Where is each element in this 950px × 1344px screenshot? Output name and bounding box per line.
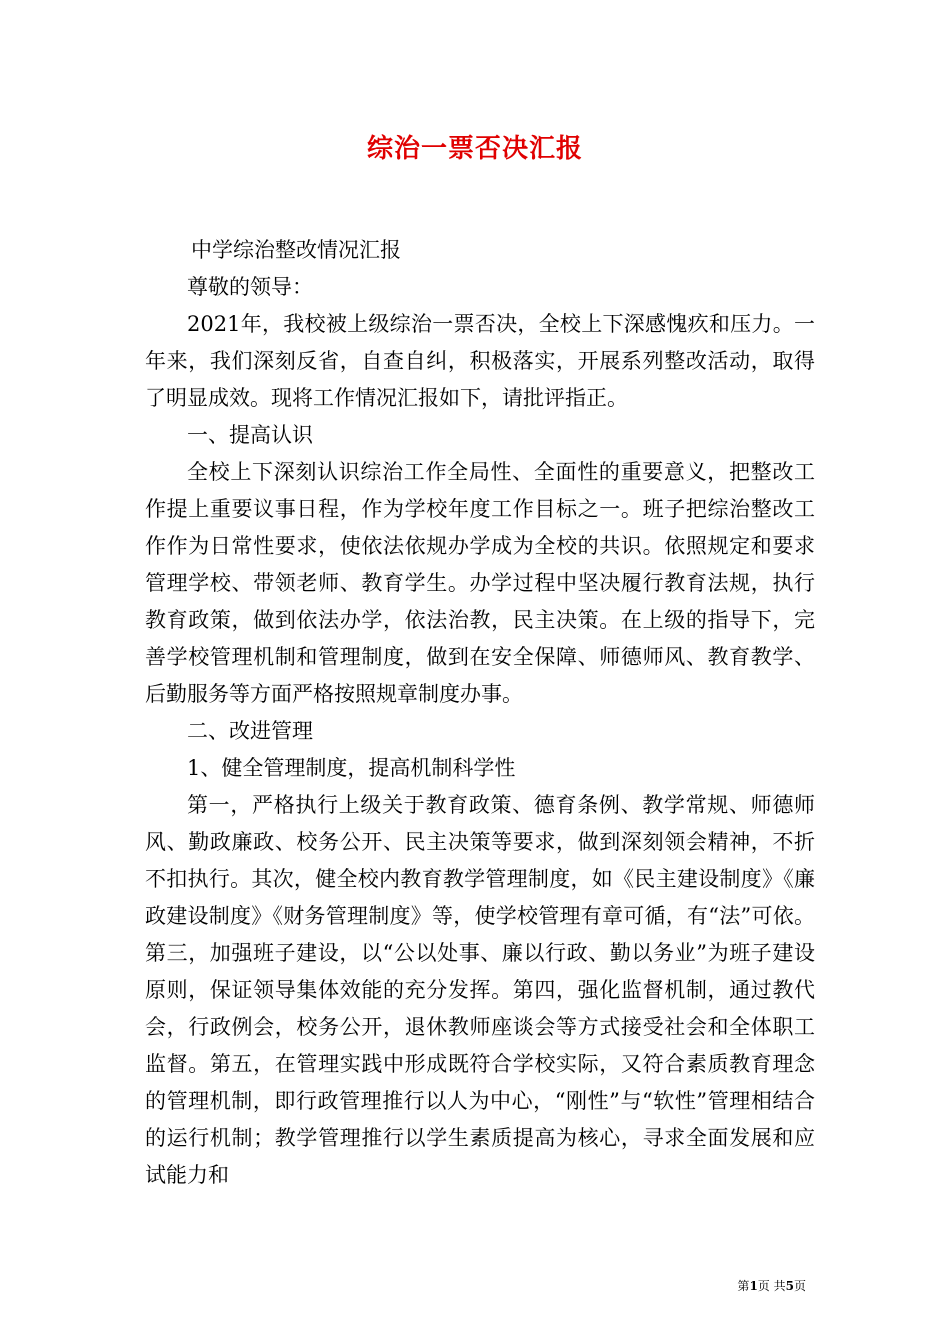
page-number-prefix: 第 <box>737 1279 750 1293</box>
paragraph-salutation: 尊敬的领导： <box>187 275 313 299</box>
document-body <box>145 232 815 1194</box>
paragraph-subsection-1: 第一，严格执行上级关于教育政策、德育条例、教学常规、师德师风、勤政廉政、校务公开、民主决策等要求，做到深刻领会精神，不折不扣执行。其次，健全校内教育教学管理制度，如《民主建设制度》《廉政建设制度》《财务管理制度》等，使学校管理有章可循，有“法”可依。第三，加强班子建设，以“公以处事、廉以行政、勤以务业”为班子建设原则，保证领导集体效能的充分发挥。第四，强化监督机制，通过教代会，行政例会，校务公开，退休教师座谈会等方式接受社会和全体职工监督。第五，在管理实践中形成既符合学校实际，又符合素质教育理念的管理机制，即行政管理推行以人为中心，“刚性”与“软性”管理相结合的运行机制；教学管理推行以学生素质提高为核心，寻求全面发展和应试能力和 <box>145 793 815 1187</box>
page-number-suffix: 页 <box>793 1279 806 1293</box>
subsection-heading-1: 1、健全管理制度，提高机制科学性 <box>187 756 516 780</box>
section-heading-1: 一、提高认识 <box>187 423 313 447</box>
document-title: 综治一票否决汇报 <box>366 134 583 164</box>
paragraph-heading: 中学综治整改情况汇报 <box>191 238 401 262</box>
page-number <box>0 1277 806 1294</box>
section-heading-2: 二、改进管理 <box>187 719 313 743</box>
page-number-total: 5 <box>785 1279 794 1293</box>
paragraph-intro: 2021年，我校被上级综治一票否决，全校上下深感愧疚和压力。一年来，我们深刻反省，自查自纠，积极落实，开展系列整改活动，取得了明显成效。现将工作情况汇报如下，请批评指正。 <box>145 312 815 410</box>
paragraph-section-1: 全校上下深刻认识综治工作全局性、全面性的重要意义，把整改工作提上重要议事日程，作为学校年度工作目标之一。班子把综治整改工作作为日常性要求，使依法依规办学成为全校的共识。依照规定和要求管理学校、带领老师、教育学生。办学过程中坚决履行教育法规，执行教育政策，做到依法办学，依法治教，民主决策。在上级的指导下，完善学校管理机制和管理制度，做到在安全保障、师德师风、教育教学、后勤服务等方面严格按照规章制度办事。 <box>145 460 815 706</box>
page-number-current: 1 <box>749 1279 758 1293</box>
page-number-middle: 页 共 <box>757 1279 786 1293</box>
